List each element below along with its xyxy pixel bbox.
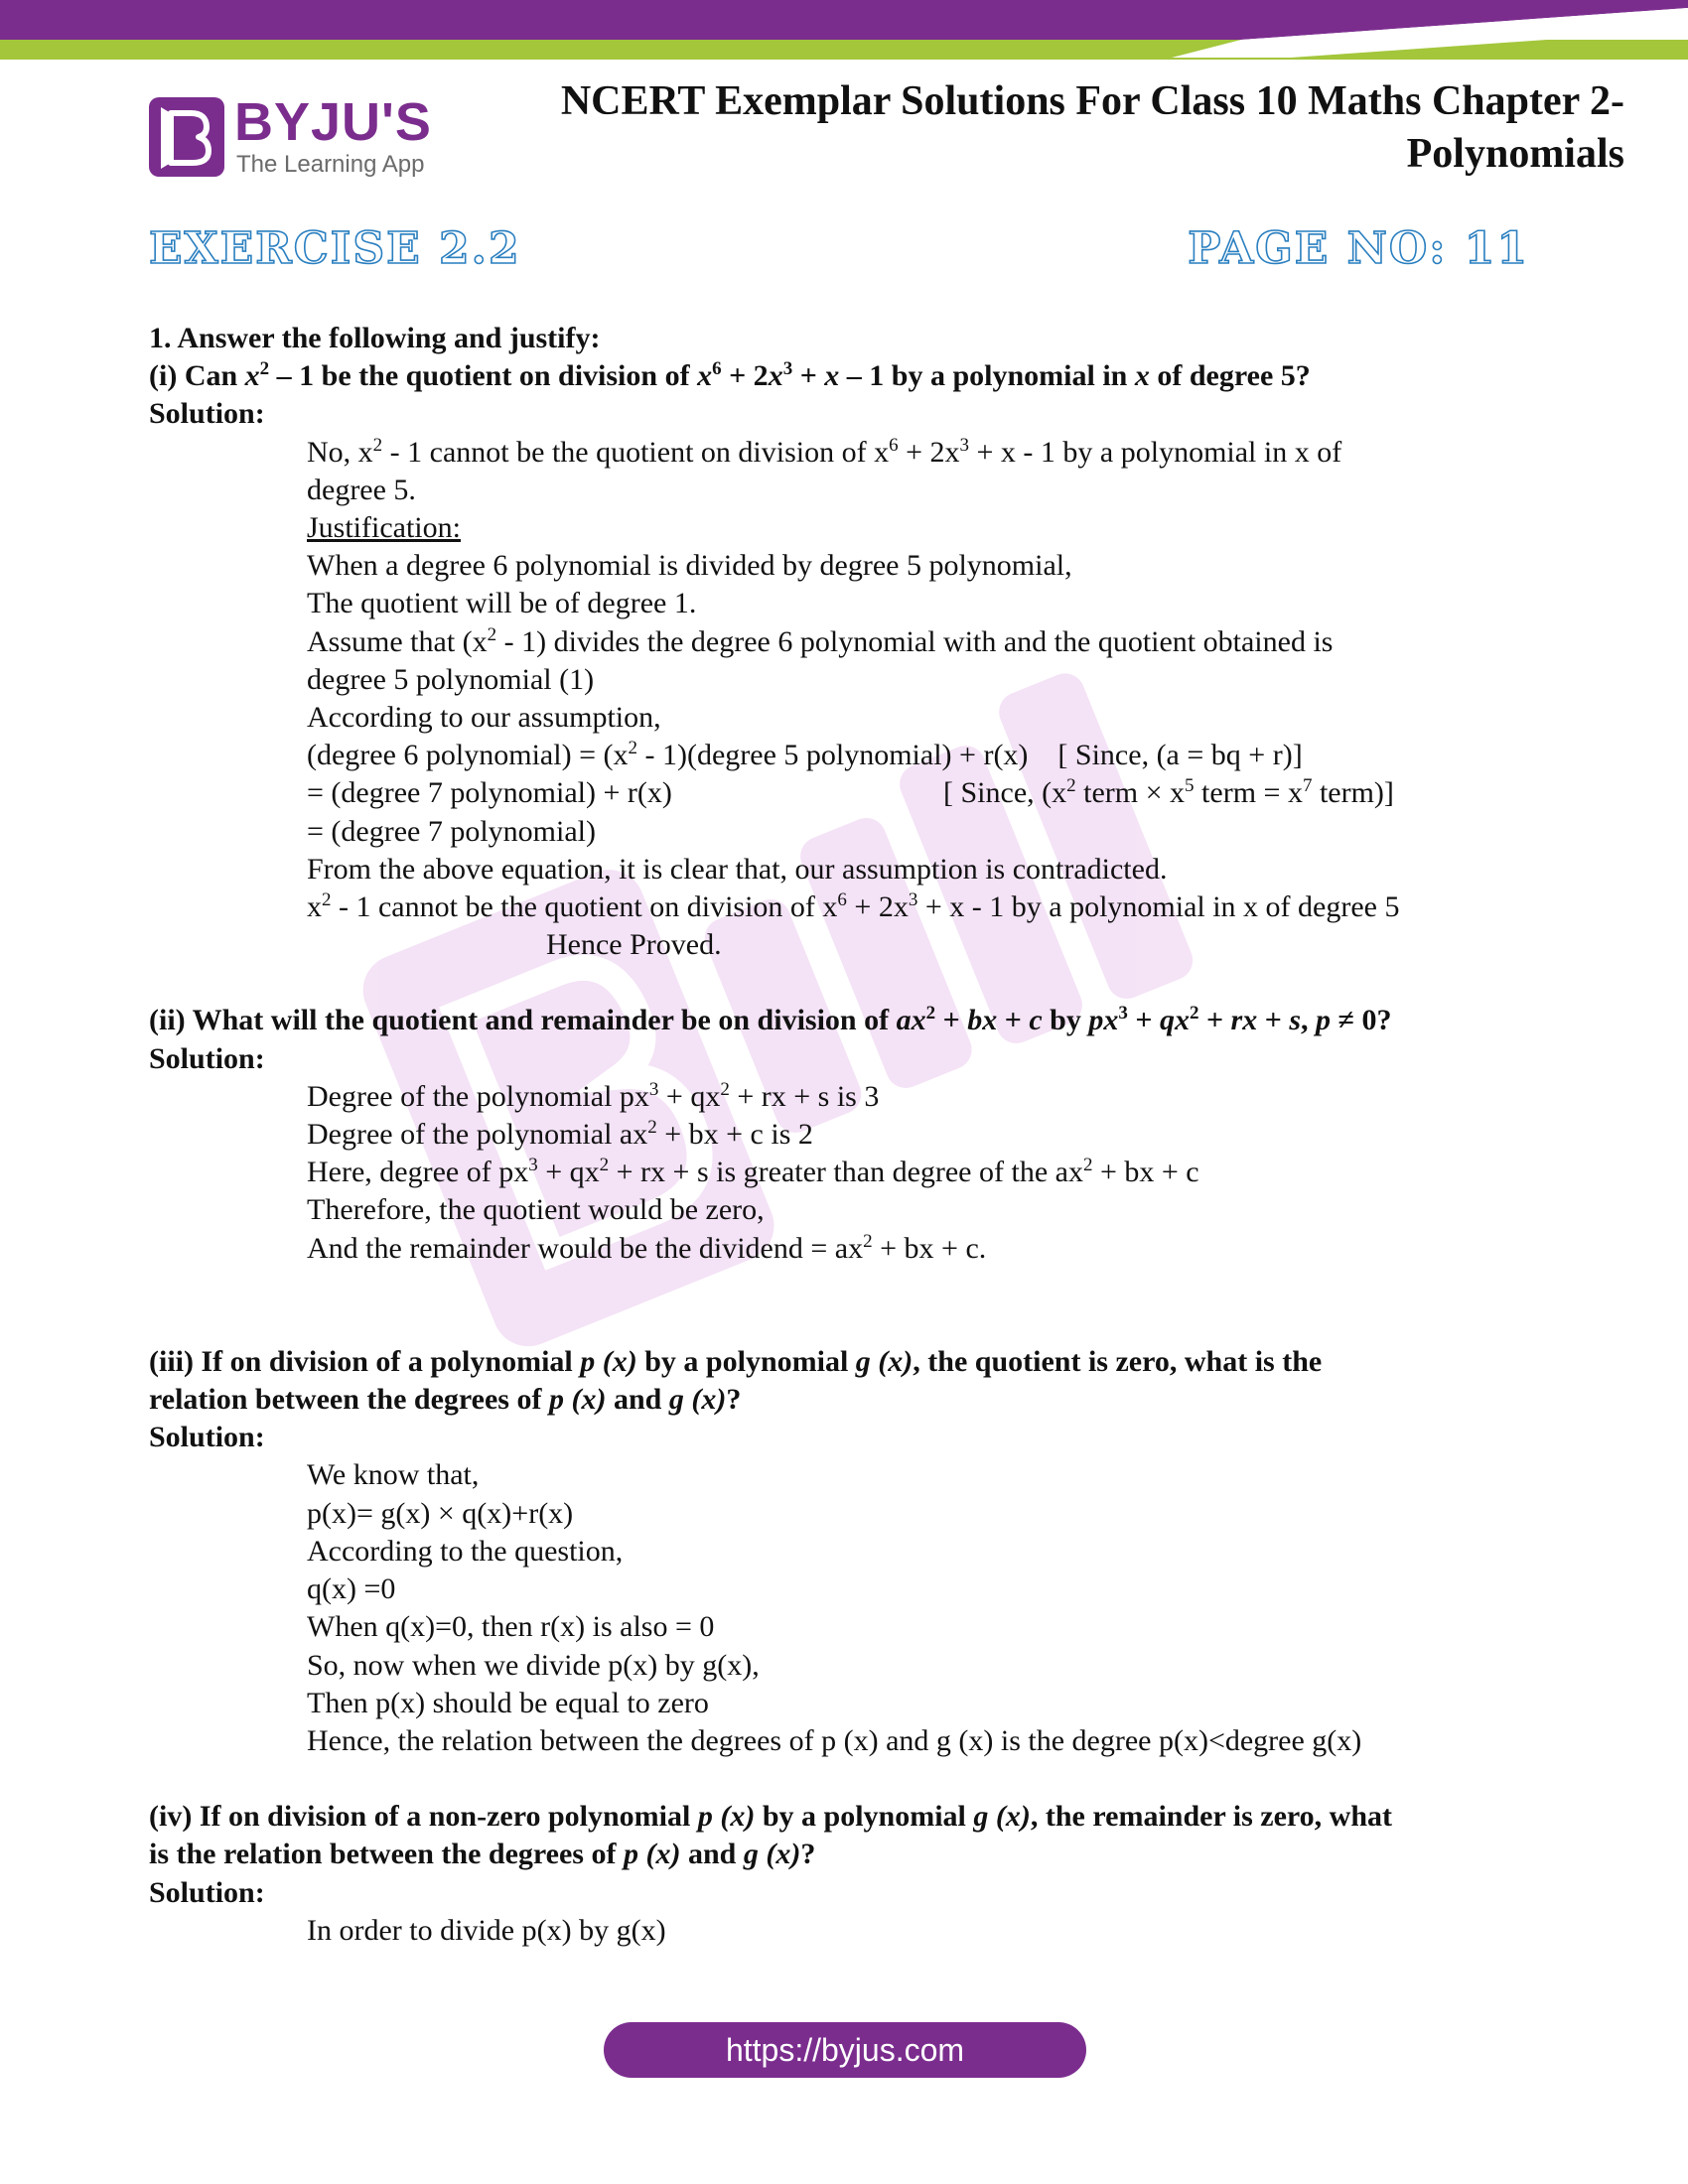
- justification-label: Justification:: [307, 511, 461, 545]
- logo-name: BYJU'S: [234, 92, 432, 152]
- answer-line: The quotient will be of degree 1.: [307, 587, 697, 620]
- answer-line: Degree of the polynomial $px^3 + qx^2$ + rx + s is 3: [307, 1078, 880, 1113]
- answer-line: Here, degree of $px^3 + qx^2$ + rx + s is greater than degree of the $ax^2$ + bx + c: [307, 1155, 1199, 1189]
- solution-label: Solution:: [149, 1875, 265, 1909]
- answer-line: Hence, the relation between the degrees of p (x) and g (x) is the degree p(x)<degree g(x): [307, 1723, 1362, 1757]
- answer-line: From the above equation, it is clear that, our assumption is contradicted.: [307, 852, 1168, 886]
- footer-url-link[interactable]: https://byjus.com: [604, 2022, 1086, 2078]
- answer-line: (degree 6 polynomial) = ($x^2$ - 1)(degree 5 polynomial) + r(x) [ Since, (a = bq + r)]: [307, 738, 1303, 772]
- solution-label: Solution:: [149, 397, 265, 431]
- question-iii: (iii) If on division of a polynomial p (x) by a polynomial g (x), the quotient is zero, what is the: [149, 1344, 1323, 1378]
- answer-line: p(x)= g(x) × q(x)+r(x): [307, 1496, 574, 1530]
- answer-line: Therefore, the quotient would be zero,: [307, 1193, 765, 1227]
- document-body: [149, 320, 1539, 1950]
- byjus-logo-icon: [149, 97, 224, 177]
- answer-line: According to the question,: [307, 1534, 624, 1568]
- question-i: (i) Can $x^2 - 1$ be the quotient on division of $x^6 + 2x^3 + x - 1$ by a polynomial in x of degree 5?: [149, 358, 1311, 393]
- question-heading: 1. Answer the following and justify:: [149, 322, 601, 354]
- answer-line: = (degree 7 polynomial) + r(x) [ Since, ($x^2$ term × $x^5$ term = $x^7$ term)]: [149, 774, 1539, 812]
- exercise-heading: EXERCISE 2.2: [149, 223, 521, 274]
- answer-line: When q(x)=0, then r(x) is also = 0: [307, 1610, 715, 1644]
- question-iii-cont: relation between the degrees of p (x) and g (x)?: [149, 1383, 742, 1417]
- hence-proved: Hence Proved.: [546, 928, 722, 962]
- answer-line: We know that,: [307, 1458, 480, 1492]
- answer-line: Degree of the polynomial $ax^2$ + bx + c is 2: [307, 1117, 813, 1152]
- solution-label: Solution:: [149, 1041, 265, 1075]
- title-line-1: NCERT Exemplar Solutions For Class 10 Maths Chapter 2-: [560, 78, 1624, 124]
- answer-line: So, now when we divide p(x) by g(x),: [307, 1648, 760, 1682]
- answer-line: In order to divide p(x) by g(x): [307, 1913, 666, 1947]
- answer-line: degree 5 polynomial (1): [307, 662, 595, 696]
- answer-line: Then p(x) should be equal to zero: [307, 1686, 709, 1719]
- top-banner: [0, 0, 1688, 60]
- answer-line: When a degree 6 polynomial is divided by degree 5 polynomial,: [307, 549, 1072, 583]
- question-ii: (ii) What will the quotient and remainder be on division of $ax^2$ + bx + c by $px^3 + qx^2$ + rx + s, p ≠ 0?: [149, 1003, 1392, 1037]
- document-title: [433, 75, 1624, 181]
- reason-note: [ Since, ($x^2$ term × $x^5$ term = $x^7$ term)]: [943, 775, 1394, 810]
- answer-line: Assume that $(x^2 - 1)$ divides the degree 6 polynomial with and the quotient obtained is: [307, 623, 1334, 658]
- answer-line: q(x) =0: [307, 1572, 396, 1606]
- byjus-logo: [149, 92, 447, 181]
- solution-label: Solution:: [149, 1421, 265, 1454]
- answer-line: No, $x^2 - 1$ cannot be the quotient on division of $x^6 + 2x^3 + x - 1$ by a polynomial in x of: [307, 434, 1342, 469]
- answer-line: degree 5.: [307, 473, 416, 506]
- answer-line: According to our assumption,: [307, 701, 661, 735]
- question-iv-cont: is the relation between the degrees of p (x) and g (x)?: [149, 1838, 816, 1871]
- logo-tagline: The Learning App: [236, 151, 425, 178]
- title-line-2: Polynomials: [1406, 131, 1624, 177]
- answer-line: = (degree 7 polynomial): [307, 814, 596, 848]
- answer-line: And the remainder would be the dividend = $ax^2$ + bx + c.: [307, 1230, 987, 1265]
- page-number: PAGE NO: 11: [1188, 223, 1529, 274]
- answer-line: $x^2 - 1$ cannot be the quotient on division of $x^6 + 2x^3 + x - 1$ by a polynomial in x of degree 5: [307, 889, 1400, 924]
- question-iv: (iv) If on division of a non-zero polynomial p (x) by a polynomial g (x), the remainder is zero, what: [149, 1800, 1392, 1834]
